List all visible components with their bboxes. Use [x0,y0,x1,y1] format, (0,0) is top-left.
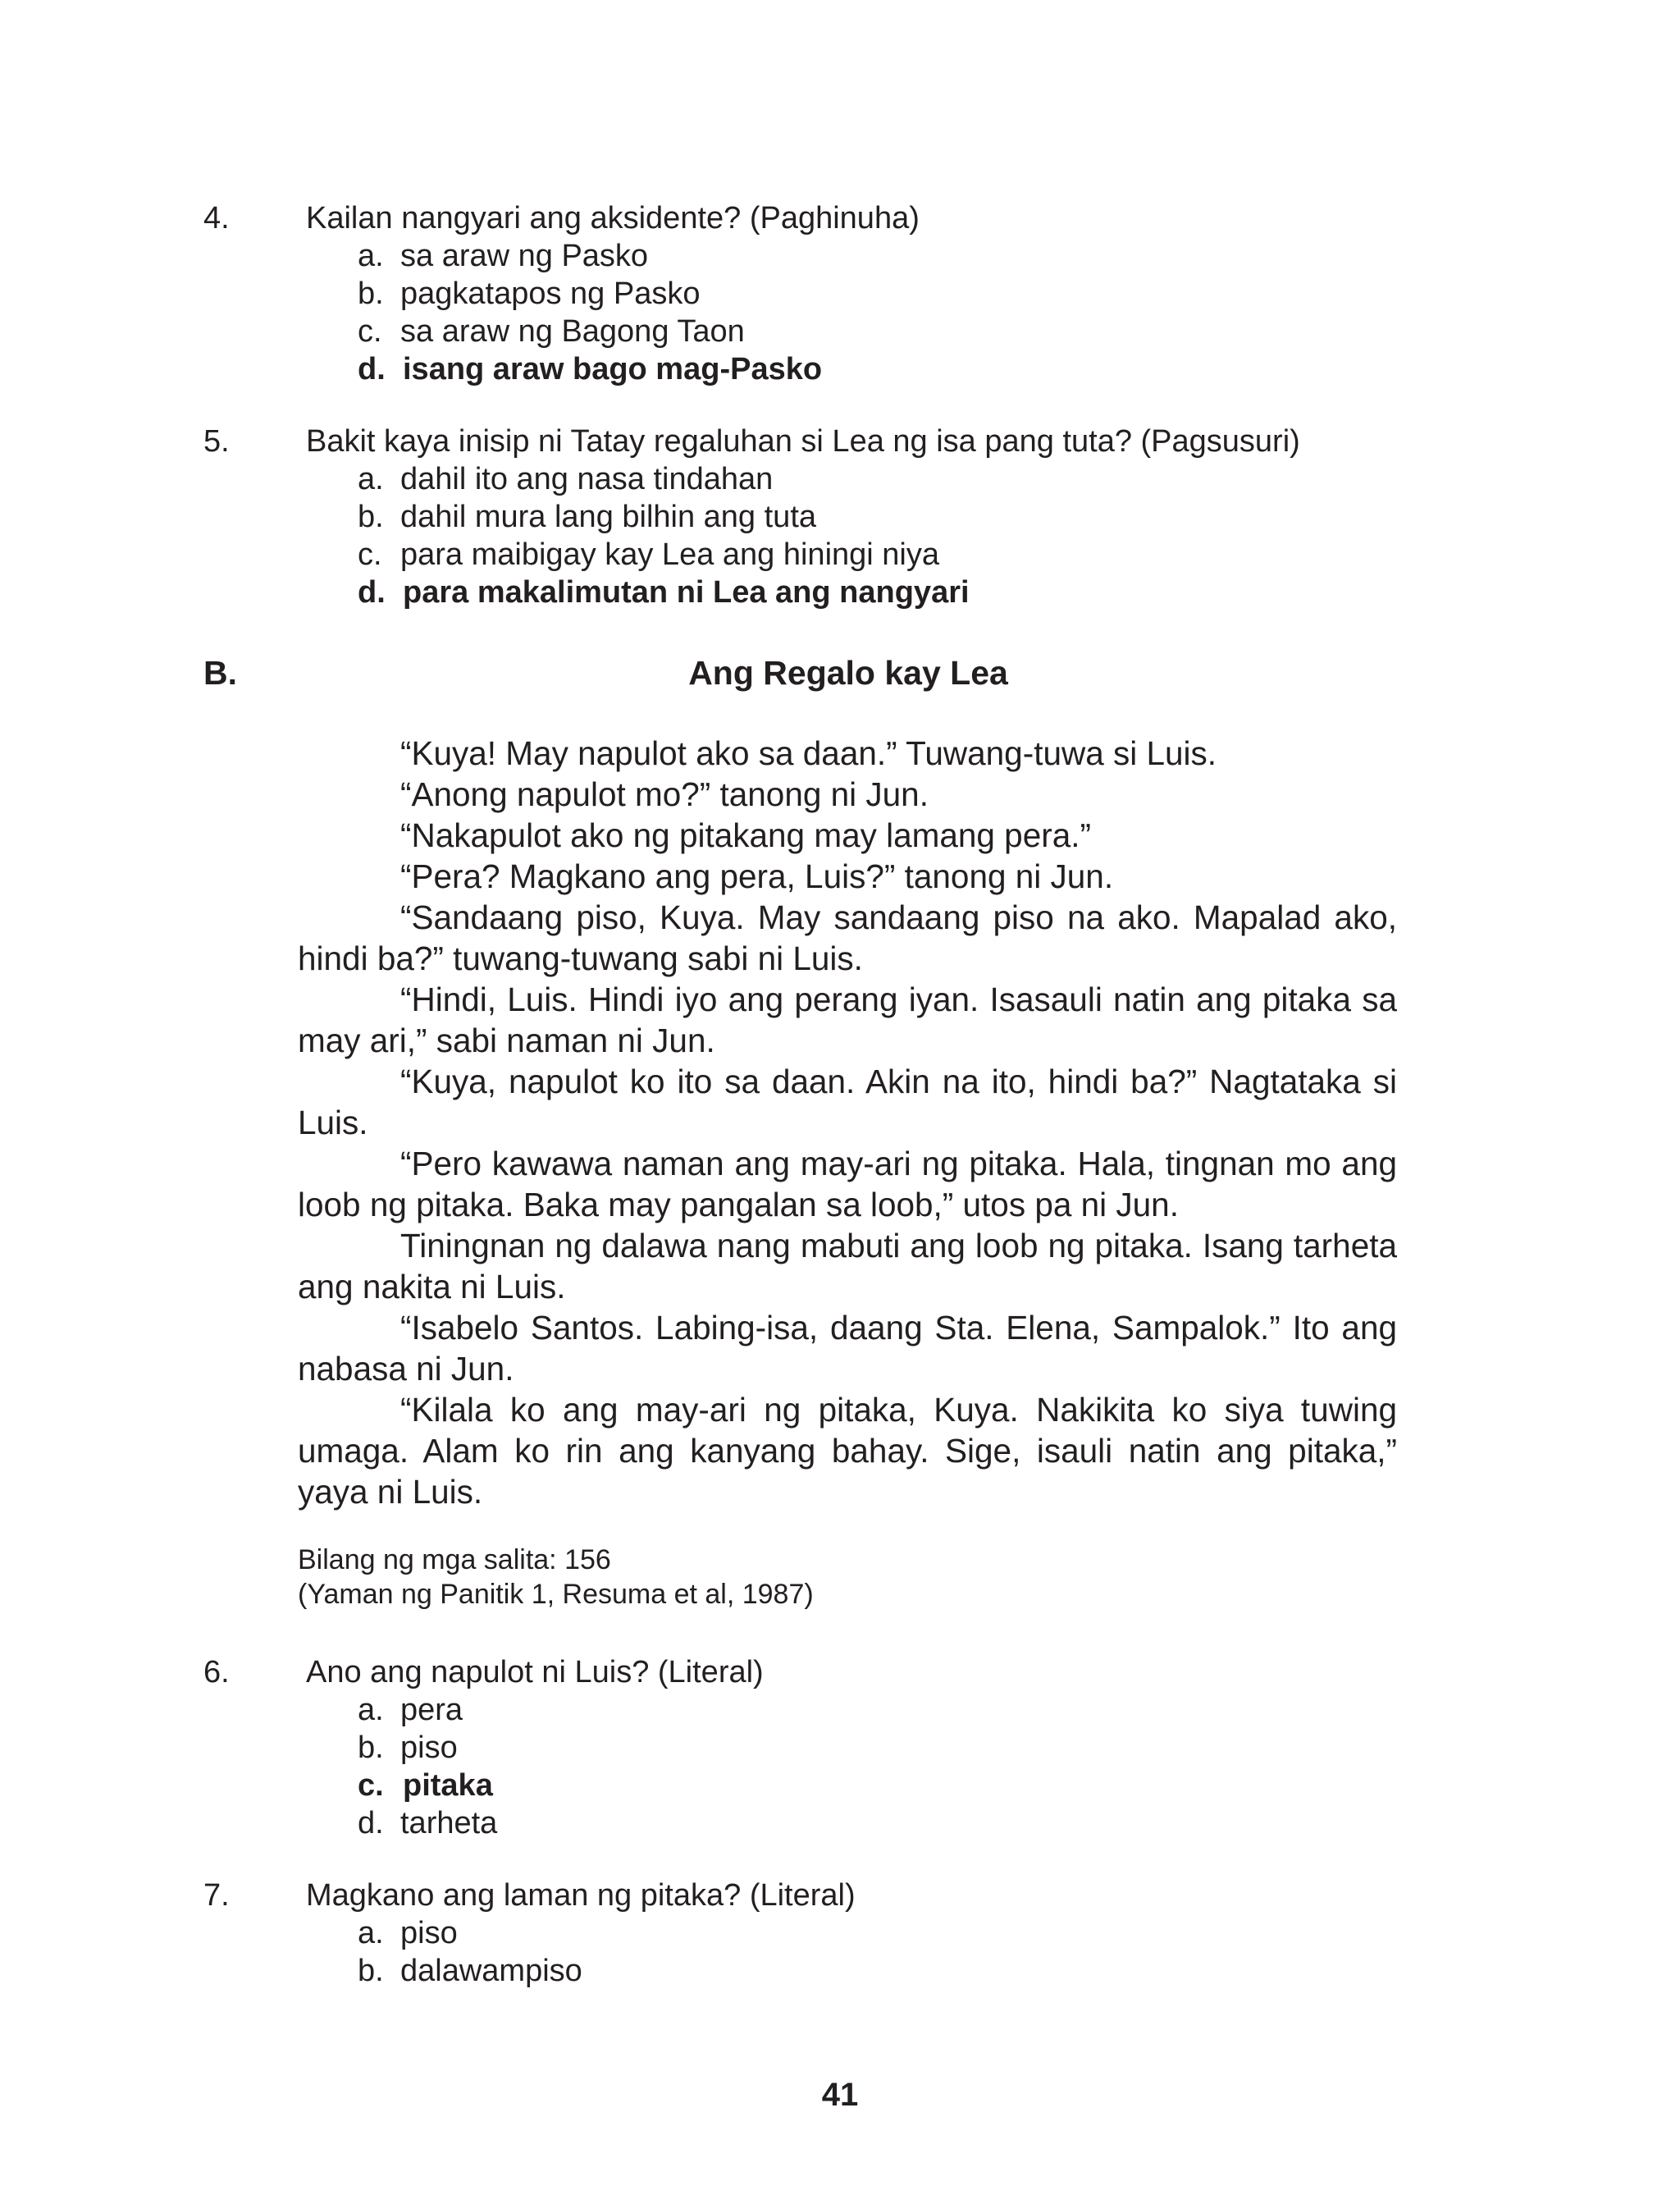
option-text: pagkatapos ng Pasko [400,277,701,311]
option-letter: a. [358,1693,384,1727]
option-b [358,1729,1483,1767]
option-letter: c. [358,537,382,572]
option-text: piso [400,1731,458,1765]
option-text: para maibigay kay Lea ang hiningi niya [400,537,939,572]
question-number: 7. [203,1878,230,1913]
story-paragraph: “Nakapulot ako ng pitakang may lamang pera.” [400,816,1091,854]
story-paragraph: “Pero kawawa naman ang may-ari ng pitaka. Hala, tingnan mo ang loob ng pitaka. Baka may pangalan sa loob,” utos pa ni Jun. [298,1145,1397,1223]
option-b [358,275,1483,313]
option-letter: d. [358,1806,384,1840]
story-paragraph: “Pera? Magkano ang pera, Luis?” tanong ni Jun. [400,857,1114,895]
story-paragraph: “Hindi, Luis. Hindi iyo ang perang iyan. Isasauli natin ang pitaka sa may ari,” sabi naman ni Jun. [298,981,1397,1059]
question-text: Magkano ang laman ng pitaka? (Literal) [306,1878,856,1913]
story-paragraph: “Kuya! May napulot ako sa daan.” Tuwang-tuwa si Luis. [400,734,1217,772]
question-number: 5. [203,424,230,459]
option-b [358,1952,1483,1990]
option-text: sa araw ng Bagong Taon [400,314,745,349]
story-title: Ang Regalo kay Lea [688,654,1008,692]
option-a [358,1691,1483,1729]
story-paragraph: “Sandaang piso, Kuya. May sandaang piso na ako. Mapalad ako, hindi ba?” tuwang-tuwang sabi ni Luis. [298,898,1397,977]
option-text: pitaka [403,1768,493,1803]
answer-options [358,460,1483,611]
story-paragraph: “Kilala ko ang may-ari ng pitaka, Kuya. Nakikita ko siya tuwing umaga. Alam ko rin ang kanyang bahay. Sige, isauli natin ang pitaka,” yaya ni Luis. [298,1391,1397,1511]
option-d-correct [358,574,1483,611]
option-letter: b. [358,500,384,534]
option-letter: a. [358,1916,384,1950]
option-letter: c. [358,314,382,349]
story-body [298,733,1397,1512]
option-c [358,313,1483,350]
option-b [358,498,1483,536]
question-6 [203,1653,1483,1842]
question-text: Bakit kaya inisip ni Tatay regaluhan si Lea ng isa pang tuta? (Pagsusuri) [306,424,1300,459]
option-letter: a. [358,239,384,273]
option-a [358,1914,1483,1952]
option-letter: b. [358,277,384,311]
option-c [358,536,1483,574]
option-text: dalawampiso [400,1954,582,1988]
option-text: tarheta [400,1806,498,1840]
option-text: para makalimutan ni Lea ang nangyari [403,575,970,610]
question-number: 6. [203,1655,230,1689]
option-a [358,460,1483,498]
page-number: 41 [821,2077,859,2113]
option-a [358,237,1483,275]
option-letter: d. [358,575,386,610]
story-paragraph: “Anong napulot mo?” tanong ni Jun. [400,775,929,813]
question-text: Ano ang napulot ni Luis? (Literal) [306,1655,764,1689]
question-4 [203,199,1483,388]
word-count: Bilang ng mga salita: 156 [298,1544,611,1575]
option-c-correct [358,1767,1483,1804]
story-paragraph: “Kuya, napulot ko ito sa daan. Akin na ito, hindi ba?” Nagtataka si Luis. [298,1063,1397,1141]
option-text: isang araw bago mag-Pasko [403,352,823,386]
citation: (Yaman ng Panitik 1, Resuma et al, 1987) [298,1579,814,1610]
question-number: 4. [203,201,230,235]
story-paragraph: “Isabelo Santos. Labing-isa, daang Sta. Elena, Sampalok.” Ito ang nabasa ni Jun. [298,1309,1397,1388]
option-text: sa araw ng Pasko [400,239,649,273]
option-text: dahil mura lang bilhin ang tuta [400,500,817,534]
question-text: Kailan nangyari ang aksidente? (Paghinuha) [306,201,920,235]
option-d [358,1804,1483,1842]
option-d-correct [358,350,1483,388]
option-text: pera [400,1693,463,1727]
option-letter: b. [358,1731,384,1765]
answer-options [358,237,1483,388]
option-letter: d. [358,352,386,386]
answer-options [358,1691,1483,1842]
answer-options [358,1914,1483,1990]
section-letter: B. [203,654,237,692]
question-7 [203,1877,1483,1990]
question-5 [203,423,1483,611]
option-text: piso [400,1916,458,1950]
story-source [298,1543,814,1612]
option-letter: c. [358,1768,384,1803]
story-paragraph: Tiningnan ng dalawa nang mabuti ang loob ng pitaka. Isang tarheta ang nakita ni Luis. [298,1227,1397,1305]
option-letter: b. [358,1954,384,1988]
option-letter: a. [358,462,384,496]
option-text: dahil ito ang nasa tindahan [400,462,774,496]
